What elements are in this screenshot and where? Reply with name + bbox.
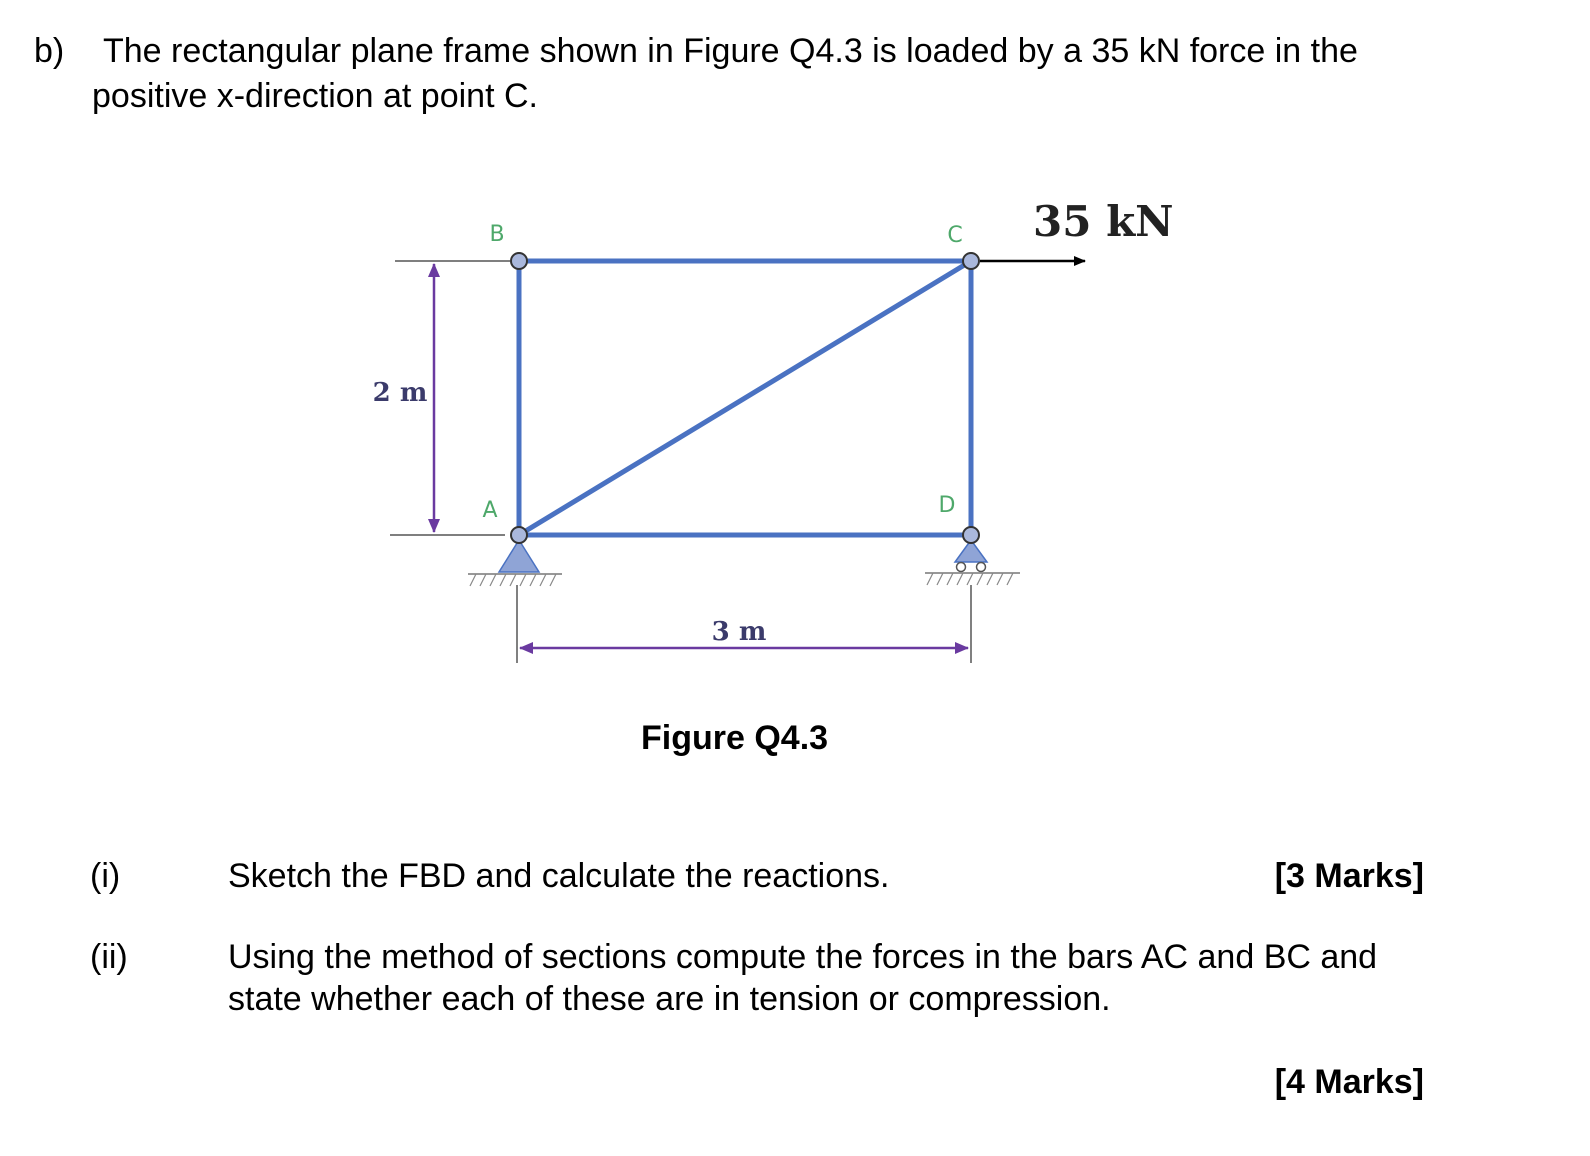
node-label-b: B [489,222,505,247]
frame-members [519,261,971,535]
joint-b [511,253,527,269]
part-i-number: (i) [90,857,121,895]
question-label: b) [34,32,65,70]
figure-caption: Figure Q4.3 [641,719,829,757]
node-label-d: D [938,493,956,518]
question-line-1: The rectangular plane frame shown in Figure Q4.3 is loaded by a 35 kN force in the [103,32,1358,70]
width-label: 3 m [711,617,767,647]
part-i-text: Sketch the FBD and calculate the reactions. [228,857,890,895]
height-label: 2 m [372,378,428,408]
node-label-c: C [947,223,963,248]
joint-c [963,253,979,269]
node-label-a: A [482,498,498,523]
member-ac [519,261,971,535]
joint-d [963,527,979,543]
part-ii-number: (ii) [90,938,128,976]
roller-support-d [925,540,1020,585]
part-i-marks: [3 Marks] [1274,857,1424,895]
question-line-2: positive x-direction at point C. [92,77,538,115]
force-label: 35 kN [1033,197,1174,246]
pin-support-a [468,540,562,586]
part-ii-text-line-2: state whether each of these are in tension or compression. [228,980,1111,1018]
part-ii-text-line-1: Using the method of sections compute the forces in the bars AC and BC and [228,938,1378,976]
joint-a [511,527,527,543]
part-ii-marks: [4 Marks] [1274,1063,1424,1101]
